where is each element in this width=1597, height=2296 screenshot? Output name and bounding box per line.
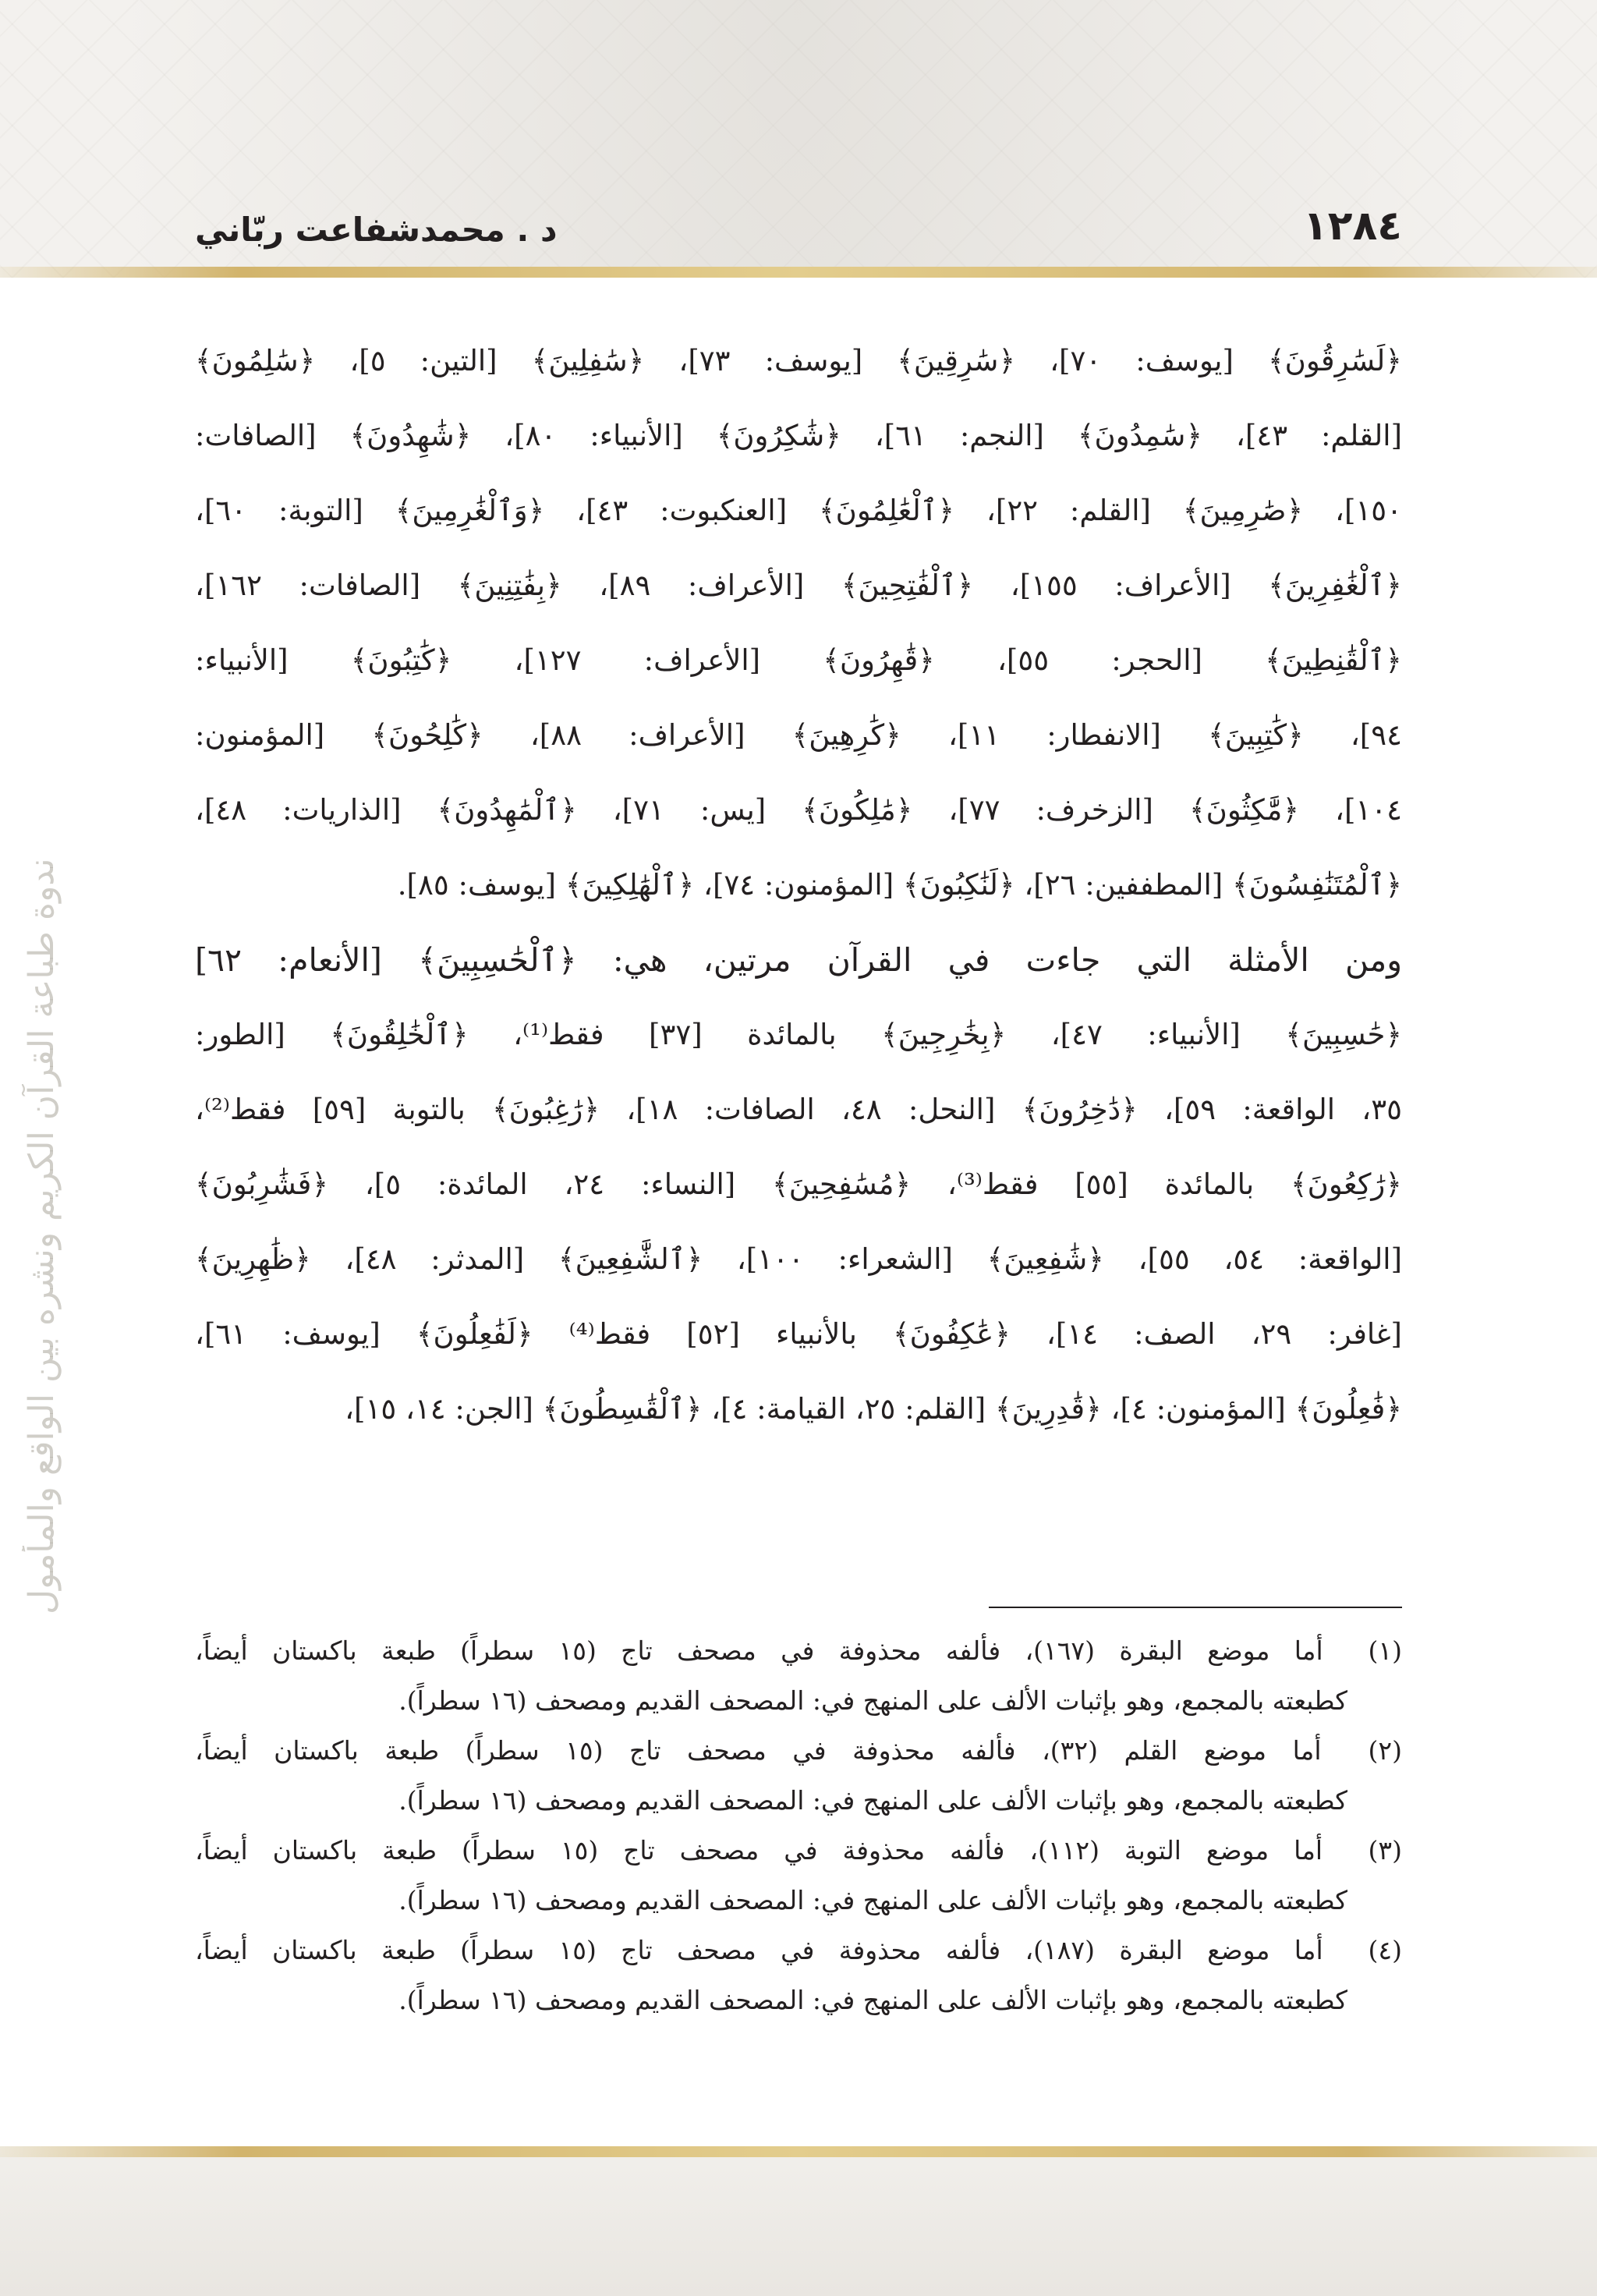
footnote-number: (٢) — [1368, 1735, 1402, 1766]
body-line: ﴿ٱلْقَٰنِطِينَ﴾ [الحجر: ٥٥]، ﴿قَٰهِرُونَ﴾ [الأعراف: ١٢٧]، ﴿كَٰتِبُونَ﴾ [الأنبياء: — [195, 643, 1402, 677]
footnote-text: أما موضع البقرة (١٦٧)، فألفه محذوفة في مصحف تاج (١٥ سطراً) طبعة باكستان أيضاً، — [195, 1635, 1323, 1666]
body-line: [غافر: ٢٩، الصف: ١٤]، ﴿عَٰكِفُونَ﴾ بالأنبياء [٥٢] فقط⁽⁴⁾ ﴿لَفَٰعِلُونَ﴾ [يوسف: ٦١]، — [195, 1317, 1402, 1351]
footnote-line — [195, 1826, 1402, 1876]
page-number: ١٢٨٤ — [1303, 203, 1402, 250]
footnote-item — [195, 1726, 1402, 1826]
footnote-line — [195, 1926, 1402, 1975]
body-line: ١٠٤]، ﴿مَّٰكِثُونَ﴾ [الزخرف: ٧٧]، ﴿مَٰلِكُونَ﴾ [يس: ٧١]، ﴿ٱلْمَٰهِدُونَ﴾ [الذاريات: ٤٨]، — [195, 793, 1402, 827]
paragraph-lead-line: ومن الأمثلة التي جاءت في القرآن مرتين، هي: ﴿ٱلْحَٰسِبِينَ﴾ [الأنعام: ٦٢] — [195, 941, 1402, 979]
body-line: [القلم: ٤٣]، ﴿سَٰمِدُونَ﴾ [النجم: ٦١]، ﴿شَٰكِرُونَ﴾ [الأنبياء: ٨٠]، ﴿شَٰهِدُونَ﴾ [الصافات: — [195, 419, 1402, 452]
running-header-author: د . محمدشفاعت ربّاني — [195, 211, 558, 249]
body-line: ﴿حَٰسِبِينَ﴾ [الأنبياء: ٤٧]، ﴿بِخَٰرِجِينَ﴾ بالمائدة [٣٧] فقط⁽¹⁾، ﴿ٱلْخَٰلِقُونَ﴾ [الطور: — [195, 1018, 1402, 1051]
footnote-separator — [989, 1607, 1402, 1608]
footnote-item — [195, 1926, 1402, 2025]
footnote-number: (١) — [1368, 1635, 1402, 1666]
footnote-line — [195, 1626, 1402, 1676]
footnote-line — [195, 1726, 1402, 1776]
footnote-line-continuation: كطبعته بالمجمع، وهو بإثبات الألف على المنهج في: المصحف القديم ومصحف (١٦ سطراً). — [398, 1785, 1347, 1816]
body-line: [الواقعة: ٥٤، ٥٥]، ﴿شَٰفِعِينَ﴾ [الشعراء: ١٠٠]، ﴿ٱلشَّٰفِعِينَ﴾ [المدثر: ٤٨]، ﴿ظَٰهِرِينَ﴾ — [195, 1242, 1402, 1276]
body-line: ١٥٠]، ﴿صَٰرِمِينَ﴾ [القلم: ٢٢]، ﴿ٱلْعَٰلِمُونَ﴾ [العنكبوت: ٤٣]، ﴿وَٱلْغَٰرِمِينَ﴾ [التوبة: ٦٠]، — [195, 494, 1402, 527]
footnote-item — [195, 1826, 1402, 1926]
footnote-number: (٤) — [1368, 1935, 1402, 1965]
body-line: ﴿رَٰكِعُونَ﴾ بالمائدة [٥٥] فقط⁽³⁾، ﴿مُسَٰفِحِينَ﴾ [النساء: ٢٤، المائدة: ٥]، ﴿فَشَٰرِبُونَ﴾ — [195, 1167, 1402, 1201]
footnote-line-continuation: كطبعته بالمجمع، وهو بإثبات الألف على المنهج في: المصحف القديم ومصحف (١٦ سطراً). — [398, 1985, 1347, 2015]
side-watermark-title: ندوة طباعة القرآن الكريم ونشره بين الواقع والمأمول — [22, 858, 62, 1614]
footnote-item — [195, 1626, 1402, 1726]
footnote-text: أما موضع البقرة (١٨٧)، فألفه محذوفة في مصحف تاج (١٥ سطراً) طبعة باكستان أيضاً، — [195, 1935, 1323, 1965]
body-line: ﴿ٱلْغَٰفِرِينَ﴾ [الأعراف: ١٥٥]، ﴿ٱلْفَٰتِحِينَ﴾ [الأعراف: ٨٩]، ﴿بِفَٰتِنِينَ﴾ [الصافات: ١٦٢]، — [195, 569, 1402, 602]
body-text — [195, 324, 1402, 1447]
footnotes — [195, 1626, 1402, 2025]
body-line: ﴿فَٰعِلُونَ﴾ [المؤمنون: ٤]، ﴿قَٰدِرِينَ﴾ [القلم: ٢٥، القيامة: ٤]، ﴿ٱلْقَٰسِطُونَ﴾ [الجن: ١٤، ١٥]، — [345, 1392, 1402, 1426]
footer-gold-rule — [0, 2146, 1597, 2157]
body-line: ﴿لَسَٰرِقُونَ﴾ [يوسف: ٧٠]، ﴿سَٰرِقِينَ﴾ [يوسف: ٧٣]، ﴿سَٰفِلِينَ﴾ [التين: ٥]، ﴿سَٰلِمُونَ﴾ — [195, 344, 1402, 377]
header-gold-rule — [0, 267, 1597, 278]
body-line: ﴿ٱلْمُتَنَٰفِسُونَ﴾ [المطففين: ٢٦]، ﴿لَنَٰكِبُونَ﴾ [المؤمنون: ٧٤]، ﴿ٱلْهَٰلِكِينَ﴾ [يوسف: ٨٥]. — [397, 868, 1402, 902]
bottom-band — [0, 2146, 1597, 2296]
footnote-text: أما موضع التوبة (١١٢)، فألفه محذوفة في مصحف تاج (١٥ سطراً) طبعة باكستان أيضاً، — [195, 1835, 1323, 1866]
body-line: ٣٥، الواقعة: ٥٩]، ﴿دَٰخِرُونَ﴾ [النحل: ٤٨، الصافات: ١٨]، ﴿رَٰغِبُونَ﴾ بالتوبة [٥٩] فقط⁽²⁾، — [195, 1093, 1402, 1126]
footnote-line-continuation: كطبعته بالمجمع، وهو بإثبات الألف على المنهج في: المصحف القديم ومصحف (١٦ سطراً). — [398, 1685, 1347, 1716]
footnote-number: (٣) — [1368, 1835, 1402, 1866]
footnote-text: أما موضع القلم (٣٢)، فألفه محذوفة في مصحف تاج (١٥ سطراً) طبعة باكستان أيضاً، — [195, 1735, 1322, 1766]
footnote-line-continuation: كطبعته بالمجمع، وهو بإثبات الألف على المنهج في: المصحف القديم ومصحف (١٦ سطراً). — [398, 1885, 1347, 1915]
body-line: ٩٤]، ﴿كَٰتِبِينَ﴾ [الانفطار: ١١]، ﴿كَٰرِهِينَ﴾ [الأعراف: ٨٨]، ﴿كَٰلِحُونَ﴾ [المؤمنون: — [195, 718, 1402, 752]
